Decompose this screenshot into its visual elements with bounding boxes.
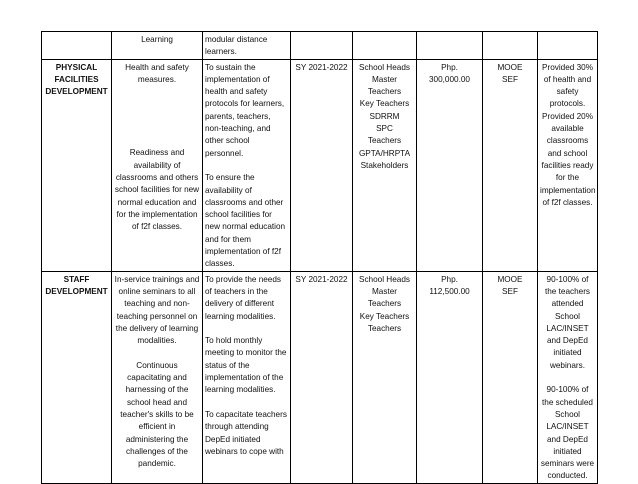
persons-cell	[353, 271, 417, 483]
person-text: GPTA/HRPTA	[358, 148, 411, 158]
strategy-cell: Learning	[112, 32, 203, 60]
source-text: MOOE	[497, 62, 523, 72]
person-text: Key Teachers	[359, 99, 410, 109]
person-text: Master Teachers	[367, 74, 402, 97]
objective-cell	[203, 59, 291, 271]
budget-text: Php.	[441, 62, 458, 72]
budget-cell	[417, 32, 483, 60]
person-text: School Heads	[359, 62, 410, 72]
persons-cell	[353, 59, 417, 271]
persons-cell	[353, 32, 417, 60]
source-cell	[483, 59, 538, 271]
person-text: School Heads	[359, 274, 410, 284]
objective-text: To hold monthly meeting to monitor the status of the implementation of the learning modalities.	[205, 336, 287, 395]
objective-text: To ensure the availability of classrooms and other school facilities for new normal education and for them implementation of f2f classes.	[205, 173, 286, 269]
indicator-cell: Provided 30% of health and safety protocols. Provided 20% available classrooms and school facilities ready for the implementation of f2f classes.	[538, 59, 598, 271]
budget-text: 112,500.00	[429, 286, 470, 296]
objective-text: To sustain the implementation of health and safety protocols for learners, parents, teachers, non-teaching, and other school personnel.	[205, 62, 285, 158]
strategy-cell	[112, 59, 203, 271]
source-text: SEF	[502, 74, 518, 84]
objective-text: To provide the needs of teachers in the delivery of different learning modalities.	[205, 274, 282, 321]
source-cell	[483, 32, 538, 60]
person-text: Teachers	[367, 136, 402, 146]
person-text: Stakeholders	[360, 160, 409, 170]
time-cell	[291, 32, 353, 60]
objective-text: To capacitate teachers through attending DepEd initiated webinars to cope with	[205, 409, 287, 456]
objective-cell	[203, 271, 291, 483]
strategy-text: Continuous capacitating and harnessing of the school head and teacher's skills to be efficient in administering the challenges of the pandemic.	[120, 360, 194, 469]
person-text: SPC	[376, 124, 393, 134]
indicator-text: 90-100% of the scheduled School LAC/INSET and DepEd initiated seminars were conducted.	[540, 385, 595, 481]
area-cell: PHYSICAL FACILITIES DEVELOPMENT	[42, 59, 112, 271]
budget-text: Php.	[441, 274, 458, 284]
action-plan-table	[41, 31, 598, 484]
area-cell: STAFF DEVELOPMENT	[42, 271, 112, 483]
indicator-cell	[538, 32, 598, 60]
budget-text: 300,000.00	[429, 74, 470, 84]
source-text: MOOE	[497, 274, 523, 284]
time-cell: SY 2021-2022	[291, 271, 353, 483]
budget-cell	[417, 59, 483, 271]
time-cell: SY 2021-2022	[291, 59, 353, 271]
table-row	[42, 32, 598, 60]
source-cell	[483, 271, 538, 483]
area-cell	[42, 32, 112, 60]
budget-cell	[417, 271, 483, 483]
table-row	[42, 59, 598, 271]
strategy-text: Readiness and availability of classrooms and others school facilities for new normal education and for the implementation of f2f classes.	[114, 148, 200, 232]
indicator-cell	[538, 271, 598, 483]
person-text: Key Teachers	[359, 311, 410, 321]
source-text: SEF	[502, 286, 518, 296]
person-text: Teachers	[367, 323, 402, 333]
strategy-text: Health and safety measures.	[125, 62, 189, 84]
strategy-text: In-service trainings and online seminars to all teaching and non-teaching personnel on the delivery of learning modalities.	[114, 274, 200, 346]
objective-cell: modular distance learners.	[203, 32, 291, 60]
strategy-cell	[112, 271, 203, 483]
person-text: SDRRM	[369, 111, 400, 121]
person-text: Master Teachers	[367, 286, 402, 309]
indicator-text: 90-100% of the teachers attended School LAC/INSET and DepEd initiated webinars.	[544, 274, 591, 370]
table-row	[42, 271, 598, 483]
